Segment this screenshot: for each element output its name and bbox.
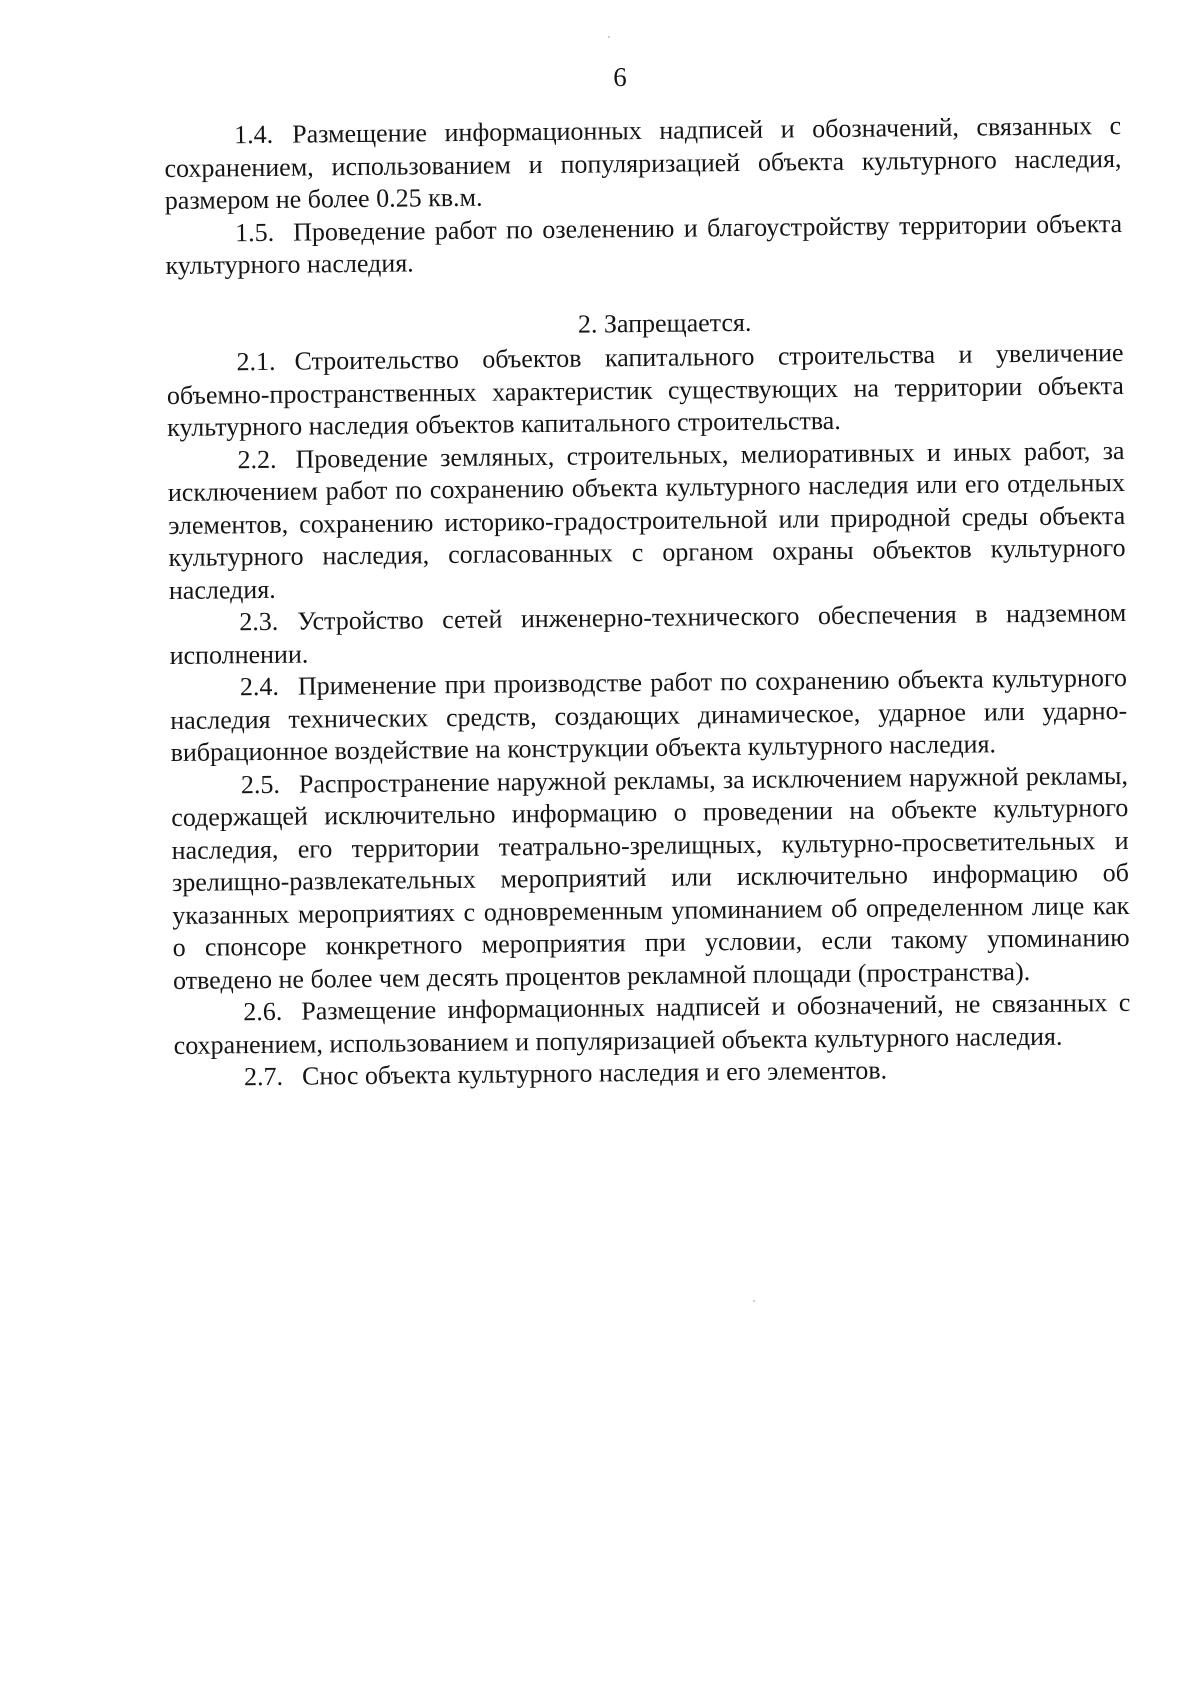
document-body (164, 110, 1131, 1094)
clause-text: Размещение информационных надписей и обозначений, связанных с сохранением, использованием и популяризацией объекта культурного наследия, размером не более 0.25 кв.м. (164, 110, 1122, 215)
clause-text: Снос объекта культурного наследия и его элементов. (301, 1055, 888, 1091)
clause-number: 1.5. (235, 217, 275, 247)
page-number: 6 (613, 62, 627, 92)
section-2-heading: 2. Запрещается. (577, 307, 752, 339)
clause-2-3 (169, 597, 1127, 672)
clause-number: 2.3. (239, 606, 279, 637)
clause-text: Применение при производстве работ по сохранению объекта культурного наследия технических средств, создающих динамическое, ударное или ударно-вибрационное воздействие на конструкции объекта культурного наследия. (170, 662, 1128, 767)
clause-2-4 (170, 662, 1128, 770)
clause-text: Устройство сетей инженерно-технического обеспечения в надземном исполнении. (169, 597, 1127, 670)
clause-text: Размещение информационных надписей и обозначений, не связанных с сохранением, использованием и популяризацией объекта культурного наследия. (173, 987, 1131, 1060)
clause-2-2 (167, 434, 1126, 607)
clause-2-1 (166, 337, 1124, 445)
clause-text: Проведение работ по озеленению и благоустройству территории объекта культурного наследия. (165, 208, 1123, 280)
clause-text: Строительство объектов капитального строительства и увеличение объемно-пространственных характеристик существующих на территории объекта культурного наследия объектов капитального строительства. (166, 337, 1124, 442)
clause-2-6 (173, 987, 1131, 1062)
clause-number: 2.1. (236, 346, 276, 377)
scan-speck (608, 36, 610, 38)
clause-number: 2.4. (239, 671, 280, 702)
clause-number: 2.5. (240, 769, 281, 799)
clause-text: Распространение наружной рекламы, за исключением наружной рекламы, содержащей исключительно информацию о проведении на объекте культурного наследия, его территории театрально-зрелищных, культурно-просветительных и зрелищно-развлекательных мероприятий или исключительно информацию об указанных мероприятиях с одновременным упоминанием об определенном лице как о спонсоре конкретного мероприятия при условии, если такому упоминанию отведено не более чем десять процентов рекламной площади (пространства). (171, 760, 1130, 995)
scan-speck (753, 1300, 755, 1302)
clause-1-5 (165, 207, 1123, 282)
clause-number: 1.4. (234, 119, 274, 150)
clause-2-5 (171, 759, 1130, 997)
clause-number: 2.2. (237, 444, 277, 474)
clause-1-4 (164, 110, 1122, 218)
clause-number: 2.6. (243, 996, 283, 1027)
clause-number: 2.7. (243, 1061, 284, 1092)
clause-text: Проведение земляных, строительных, мелиоративных и иных работ, за исключением работ по сохранению объекта культурного наследия или его отдельных элементов, сохранению историко-градостроительной или природной среды объекта культурного наследия, согласованных с органом охраны объектов культурного наследия. (167, 435, 1126, 605)
